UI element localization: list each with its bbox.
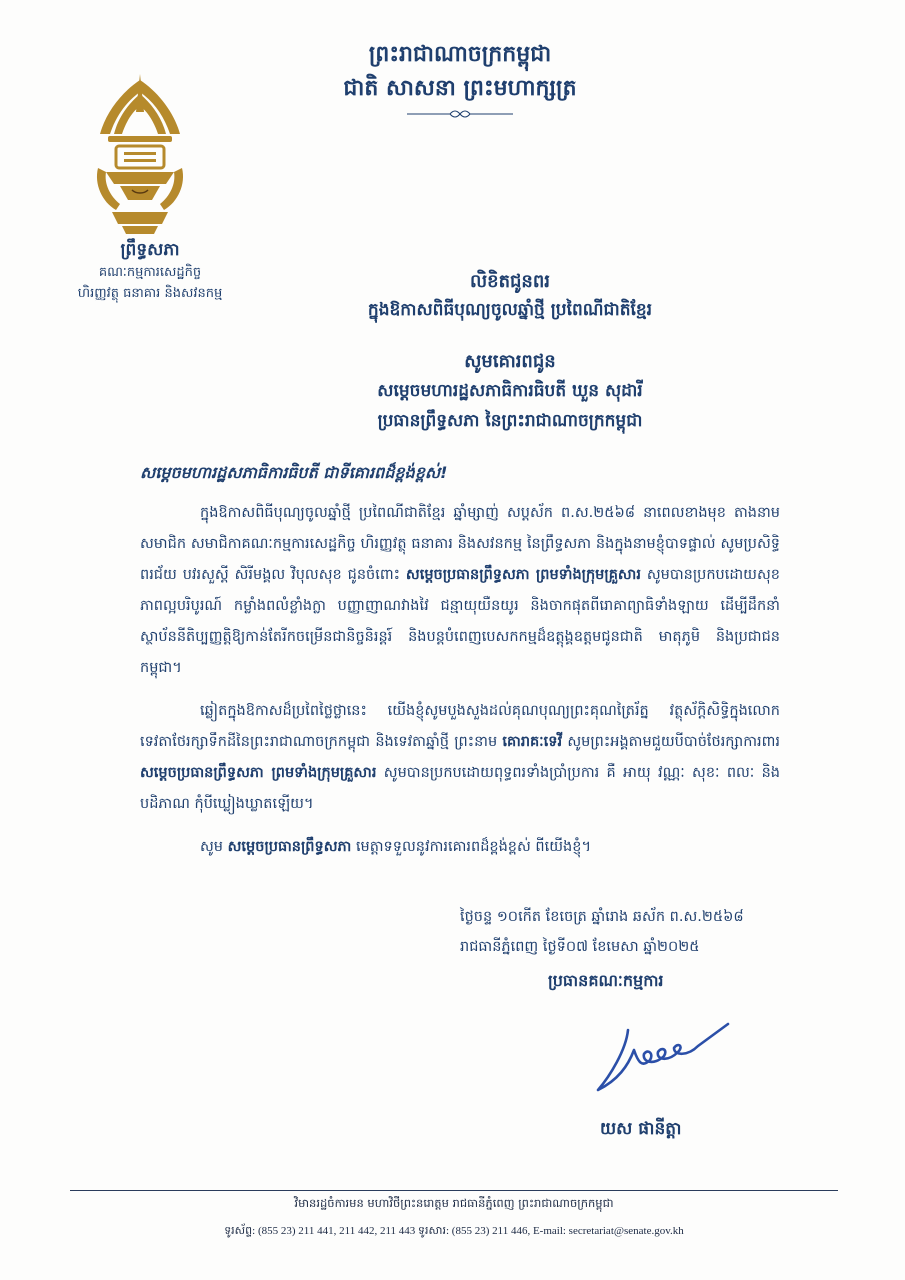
president-title: ប្រធានគណៈកម្មការ	[548, 971, 664, 990]
kingdom-header	[280, 38, 640, 106]
footer-address: វិមានរដ្ឋចំការមន មហាវិថីព្រះនរោត្តម រាជធានីភ្នំពេញ ព្រះរាជាណាចក្រកម្ពុជា	[294, 1196, 614, 1210]
senate-committee-block	[60, 238, 240, 304]
p1-text-c: សូមបានប្រកបដោយសុខភាពល្អបរិបូរណ៍ កម្លាំងពលំខ្លាំងក្លា បញ្ញាញាណវាងវៃ ជន្មាយុយឺនយូរ និងចាកផុតពីរោគាព្យាធិទាំងឡាយ ដើម្បីដឹកនាំស្ថាប័ននីតិប្បញ្ញត្តិឱ្យកាន់តែរីកចម្រើនជានិច្ចនិរន្តរ៍ និងបន្តបំពេញបេសកកម្មដ៏ឧត្តុង្គឧត្តមជូនជាតិ មាតុភូមិ និងប្រជាជនកម្ពុជា។	[140, 567, 780, 676]
p3-text-c: មេត្តាទទួលនូវការគោរពដ៏ខ្ពង់ខ្ពស់ ពីយើងខ្ញុំ។	[355, 839, 592, 855]
salutation: សម្តេចមហារដ្ឋសភាធិការធិបតី ជាទីគោរពដ៏ខ្ពង់ខ្ពស់!	[140, 463, 448, 482]
kingdom-name: ព្រះរាជាណាចក្រកម្ពុជា	[368, 42, 552, 67]
p2-text-a: ឆ្លៀតក្នុងឱកាសដ៏ប្រពៃថ្លៃថ្លានេះ យើងខ្ញុំសូមបួងសួងដល់គុណបុណ្យព្រះគុណត្រៃរ័ត្ន វត្ថុស័ក្តិសិទ្ធិក្នុងលោក ទេវតាថែរក្សាទឹកដីនៃព្រះរាជាណាចក្រកម្ពុជា និងទេវតាឆ្នាំថ្មី ព្រះនាម	[140, 703, 780, 750]
body-paragraph-3	[140, 832, 780, 863]
p2-emphasis-deity: គោរាគៈទេវី	[502, 734, 563, 750]
title-line-2: ក្នុងឱកាសពិធីបុណ្យចូលឆ្នាំថ្មី ប្រពៃណីជាតិខ្មែរ	[367, 300, 653, 320]
signer-name: យស ផានីត្តា	[600, 1119, 682, 1139]
p3-text-a: សូម	[200, 839, 224, 855]
letter-title	[240, 268, 780, 324]
committee-line-1: គណៈកម្មការសេដ្ឋកិច្ច	[98, 265, 202, 280]
p1-text-a: ក្នុងឱកាសពិធីបុណ្យចូលឆ្នាំថ្មី ប្រពៃណីជាតិខ្មែរ ឆ្នាំម្សាញ់ សប្តស័ក ព.ស.២៥៦៨ នាពេលខាងមុខ តាងនាម សមាជិក សមាជិកាគណៈកម្មការសេដ្ឋកិច្ច ហិរញ្ញវត្ថុ ធនាគារ និងសវនកម្ម នៃព្រឹទ្ធសភា និងក្នុងនាមខ្ញុំបាទផ្ទាល់ សូមប្រសិទ្ធិពរជ័យ បវរសួស្តី សិរីមង្គល វិបុលសុខ ជូនចំពោះ	[140, 505, 780, 583]
recipient-line-1: សូមគោរពជូន	[464, 351, 556, 372]
footer-contact: ទូរស័ព្ទ: (855 23) 211 441, 211 442, 211 443 ទូរសារ: (855 23) 211 446, E-mail: secretariat@senate.gov.kh	[224, 1225, 684, 1237]
senate-name: ព្រឹទ្ធសភា	[120, 240, 180, 260]
p2-text-c: សូមព្រះអង្គតាមជួយបីបាច់ថែរក្សាការពារ	[567, 734, 781, 750]
date-block	[460, 902, 840, 962]
body-paragraph-1	[140, 498, 780, 684]
committee-line-2: ហិរញ្ញវត្ថុ ធនាគារ និងសវនកម្ម	[77, 286, 223, 301]
recipient-line-2: សម្តេចមហារដ្ឋសភាធិការធិបតី ឃួន សុដារី	[377, 381, 643, 401]
footer-divider	[70, 1190, 838, 1191]
letter-body	[140, 498, 780, 875]
signature-image	[588, 1010, 738, 1100]
solar-date: រាជធានីភ្នំពេញ ថ្ងៃទី០៧ ខែមេសា ឆ្នាំ២០២៥	[460, 939, 700, 955]
recipient-block	[230, 348, 790, 436]
national-motto: ជាតិ សាសនា ព្រះមហាក្សត្រ	[343, 76, 577, 101]
p1-emphasis: សម្តេចប្រធានព្រឹទ្ធសភា ព្រមទាំងក្រុមគ្រួសារ	[405, 567, 641, 583]
senate-emblem-icon	[92, 72, 188, 237]
p2-text-e: សូមបានប្រកបដោយពុទ្ធពរទាំងប្រាំប្រការ គឺ អាយុ វណ្ណៈ សុខៈ ពលៈ និងបដិភាណ កុំបីឃ្លៀងឃ្លាតឡើយ។	[140, 765, 780, 812]
ornament-divider-icon	[405, 108, 515, 120]
title-line-1: លិខិតជូនពរ	[470, 271, 550, 292]
recipient-line-3: ប្រធានព្រឹទ្ធសភា នៃព្រះរាជាណាចក្រកម្ពុជា	[377, 411, 643, 431]
p3-emphasis: សម្តេចប្រធានព្រឹទ្ធសភា	[227, 839, 352, 855]
lunar-date: ថ្ងៃចន្ទ ១០កើត ខែចេត្រ ឆ្នាំរោង ឆស័ក ព.ស.២៥៦៨	[460, 909, 744, 925]
p2-emphasis-president: សម្តេចប្រធានព្រឹទ្ធសភា ព្រមទាំងក្រុមគ្រួសារ	[140, 765, 377, 781]
body-paragraph-2	[140, 696, 780, 820]
